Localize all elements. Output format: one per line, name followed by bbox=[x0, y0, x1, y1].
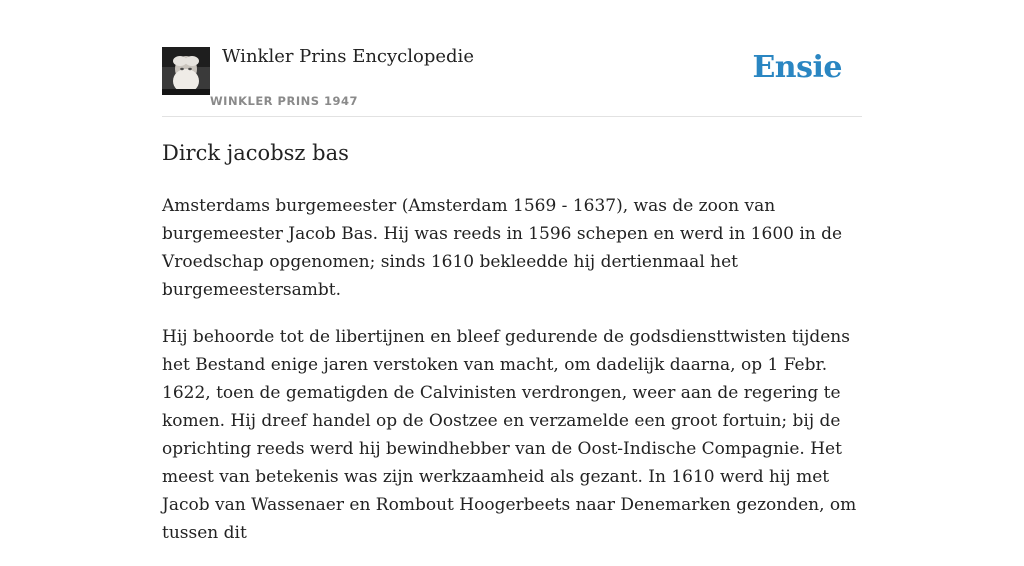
article-title: Dirck jacobsz bas bbox=[162, 141, 349, 165]
article-paragraph: Hij behoorde tot de libertijnen en bleef gedurende de godsdiensttwisten tijdens het Bestand enige jaren verstoken van macht, om dadelijk daarna, op 1 Febr. 1622, toen de gematigden de Calvinisten verdrongen, weer aan de regering te komen. Hij dreef handel op de Oostzee en verzamelde een groot fortuin; bij de oprichting reeds werd hij bewindhebber van de Oost-Indische Compagnie. Het meest van betekenis was zijn werkzaamheid als gezant. In 1610 werd hij met Jacob van Wassenaer en Rombout Hoogerbeets naar Denemarken gezonden, om tussen dit bbox=[162, 327, 857, 543]
site-subtitle[interactable]: WINKLER PRINS 1947 bbox=[210, 94, 359, 108]
site-title[interactable]: Winkler Prins Encyclopedie bbox=[222, 46, 474, 67]
article-body bbox=[162, 192, 862, 566]
page-container bbox=[162, 0, 862, 543]
article-paragraph: Amsterdams burgemeester (Amsterdam 1569 - 1637), was de zoon van burgemeester Jacob Bas. Hij was reeds in 1596 schepen en werd in 1600 in de Vroedschap opgenomen; sinds 1610 bekleedde hij dertienmaal het burgemeestersambt. bbox=[162, 196, 843, 300]
brand-logo-link[interactable]: Ensie bbox=[752, 50, 842, 85]
header bbox=[162, 0, 862, 117]
avatar[interactable] bbox=[162, 47, 210, 95]
portrait-avatar-icon bbox=[162, 47, 210, 95]
